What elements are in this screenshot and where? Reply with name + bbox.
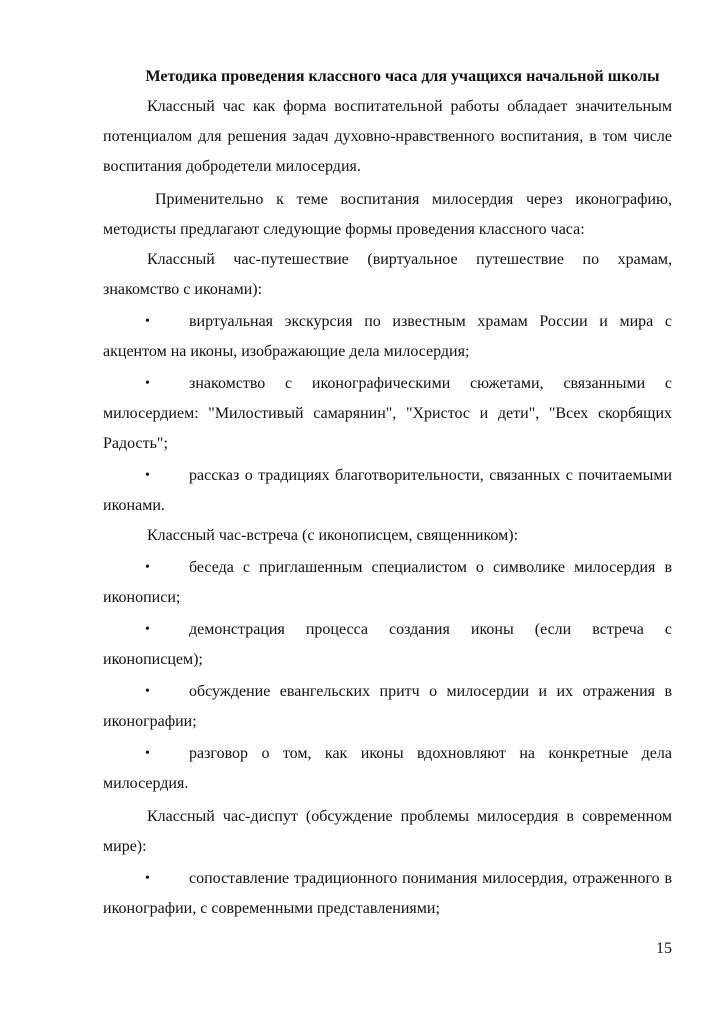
list-dispute [103,864,672,924]
bullet-icon: • [145,314,150,329]
list-journey [103,307,672,521]
paragraph-forms: Применительно к теме воспитания милосердия через иконографию, методисты предлагают следующие формы проведения классного часа: [103,191,672,238]
list-item-text: разговор о том, как иконы вдохновляют на конкретные дела милосердия. [103,745,672,792]
bullet-icon: • [145,746,150,761]
page-number: 15 [656,940,672,957]
paragraph-journey: Классный час-путешествие (виртуальное путешествие по храмам, знакомство с иконами): [103,251,672,298]
list-item-text: виртуальная экскурсия по известным храмам России и мира с акцентом на иконы, изображающие дела милосердия; [103,313,672,360]
bullet-icon: • [145,560,150,575]
list-item [103,677,672,737]
list-item [103,615,672,675]
list-item [103,864,672,924]
bullet-icon: • [145,622,150,637]
paragraph-meeting: Классный час-встреча (с иконописцем, священником): [147,527,519,544]
bullet-icon: • [145,684,150,699]
paragraph-dispute: Классный час-диспут (обсуждение проблемы милосердия в современном мире): [103,808,672,855]
list-item [103,461,672,521]
document-title: Методика проведения классного часа для учащихся начальной школы [145,68,660,85]
list-meeting [103,553,672,799]
list-item [103,369,672,459]
list-item-text: обсуждение евангельских притч о милосердии и их отражения в иконографии; [103,683,672,730]
bullet-icon: • [145,376,150,391]
list-item-text: демонстрация процесса создания иконы (если встреча с иконописцем); [103,621,672,668]
list-item-text: беседа с приглашенным специалистом о символике милосердия в иконописи; [103,559,672,606]
list-item [103,307,672,367]
paragraph-intro: Классный час как форма воспитательной работы обладает значительным потенциалом для решения задач духовно-нравственного воспитания, в том числе воспитания добродетели милосердия. [103,98,672,175]
document-page [103,62,672,924]
bullet-icon: • [145,468,150,483]
list-item-text: сопоставление традиционного понимания милосердия, отраженного в иконографии, с современными представлениями; [103,870,672,917]
list-item [103,739,672,799]
list-item-text: рассказ о традициях благотворительности, связанных с почитаемыми иконами. [103,467,672,514]
list-item-text: знакомство с иконографическими сюжетами, связанными с милосердием: "Милостивый самарянин", "Христос и дети", "Всех скорбящих Радость"; [103,375,672,452]
list-item [103,553,672,613]
bullet-icon: • [145,871,150,886]
